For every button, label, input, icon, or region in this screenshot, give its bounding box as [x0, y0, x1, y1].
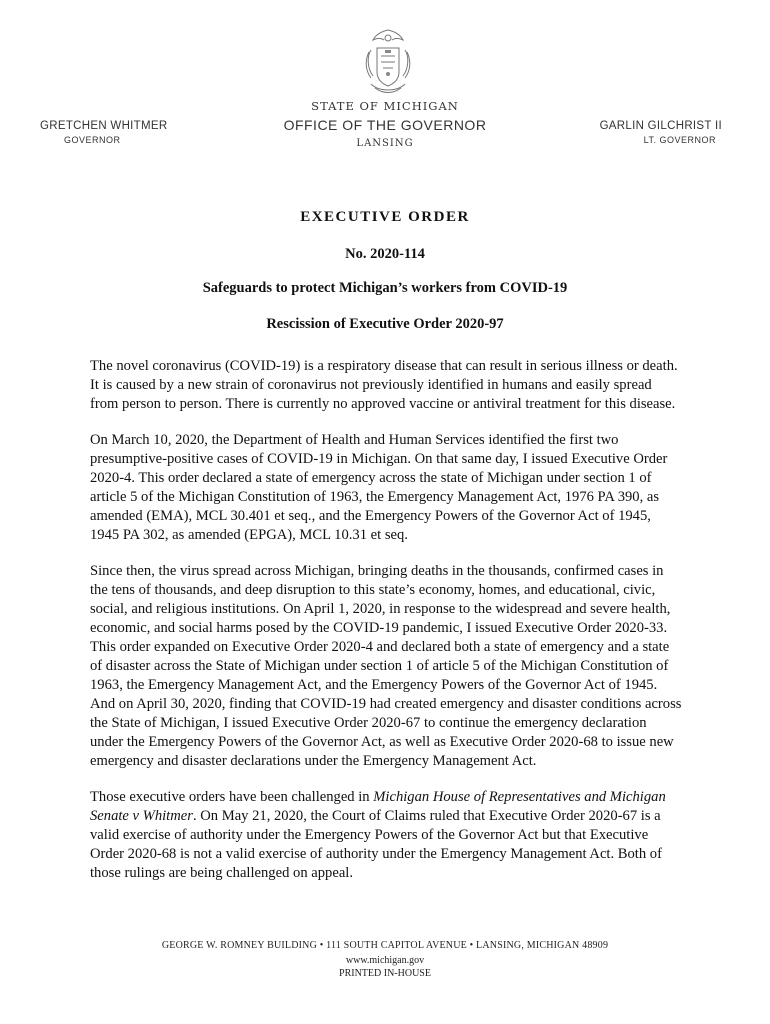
paragraph-4-end: . On May 21, 2020, the Court of Claims ruled that Executive Order 2020-67 is a valid exercise of authority under the Emergency Powers of the Governor Act but that Executive Order 2020-68 is not a valid exercise of authority under the Emergency Management Act. Both of those rulings are being challenged on appeal. [90, 808, 662, 881]
footer-website: www.michigan.gov [345, 955, 425, 966]
paragraph-2: On March 10, 2020, the Department of Health and Human Services identified the first two presumptive-positive cases of COVID-19 in Michigan. On that same day, I issued Executive Order 2020-4. This order declared a state of emergency across the state of Michigan under section 1 of article 5 of the Michigan Constitution of 1963, the Emergency Management Act, 1976 PA 390, as amended (EMA), MCL 30.401 et seq., and the Emergency Powers of the Governor Act of 1945, 1945 PA 302, as amended (EPGA), MCL 10.31 et seq. [90, 432, 668, 543]
paragraph-4 [90, 788, 683, 883]
office-of-governor: OFFICE OF THE GOVERNOR [283, 117, 487, 133]
paragraph-3: Since then, the virus spread across Michigan, bringing deaths in the thousands, confirmed cases in the tens of thousands, and deep disruption to this state’s economy, homes, and educational, civic, social, and religious institutions. On April 1, 2020, in response to the widespread and severe health, economic, and social harms posed by the COVID-19 pandemic, I issued Executive Order 2020-33. This order expanded on Executive Order 2020-4 and declared both a state of emergency and a state of disaster across the State of Michigan under section 1 of article 5 of the Michigan Constitution of 1963, the Emergency Management Act, and the Emergency Powers of the Governor Act of 1945. And on April 30, 2020, finding that COVID-19 had created emergency and disaster conditions across the State of Michigan, I issued Executive Order 2020-67 to continue the emergency declaration under the Emergency Powers of the Governor Act, as well as Executive Order 2020-68 to issue new emergency and disaster declarations under the Emergency Management Act. [90, 563, 682, 769]
lt-governor-title: LT. GOVERNOR [643, 135, 716, 145]
order-rescission-subtitle: Rescission of Executive Order 2020-97 [266, 316, 504, 332]
state-line: STATE OF MICHIGAN [311, 99, 459, 113]
governor-name: GRETCHEN WHITMER [40, 120, 168, 132]
lt-governor-name: GARLIN GILCHRIST II [599, 120, 722, 132]
paragraph-1: The novel coronavirus (COVID-19) is a respiratory disease that can result in serious illness or death. It is caused by a new strain of coronavirus not previously identified in humans and easily spread from person to person. There is currently no approved vaccine or antiviral treatment for this disease. [90, 358, 678, 412]
order-title: EXECUTIVE ORDER [300, 209, 470, 225]
michigan-state-seal-icon [357, 26, 419, 98]
footer-printed: PRINTED IN-HOUSE [339, 968, 431, 979]
governor-title: GOVERNOR [64, 135, 121, 145]
case-name: Michigan House of Representatives and Michigan Senate v Whitmer [90, 789, 666, 824]
order-body [90, 357, 683, 900]
city-line: LANSING [356, 138, 414, 149]
paragraph-4-start: Those executive orders have been challenged in [90, 789, 374, 805]
footer-address: GEORGE W. ROMNEY BUILDING • 111 SOUTH CAPITOL AVENUE • LANSING, MICHIGAN 48909 [161, 940, 609, 951]
order-subtitle: Safeguards to protect Michigan’s workers from COVID-19 [202, 280, 568, 296]
order-number: No. 2020-114 [345, 246, 425, 262]
